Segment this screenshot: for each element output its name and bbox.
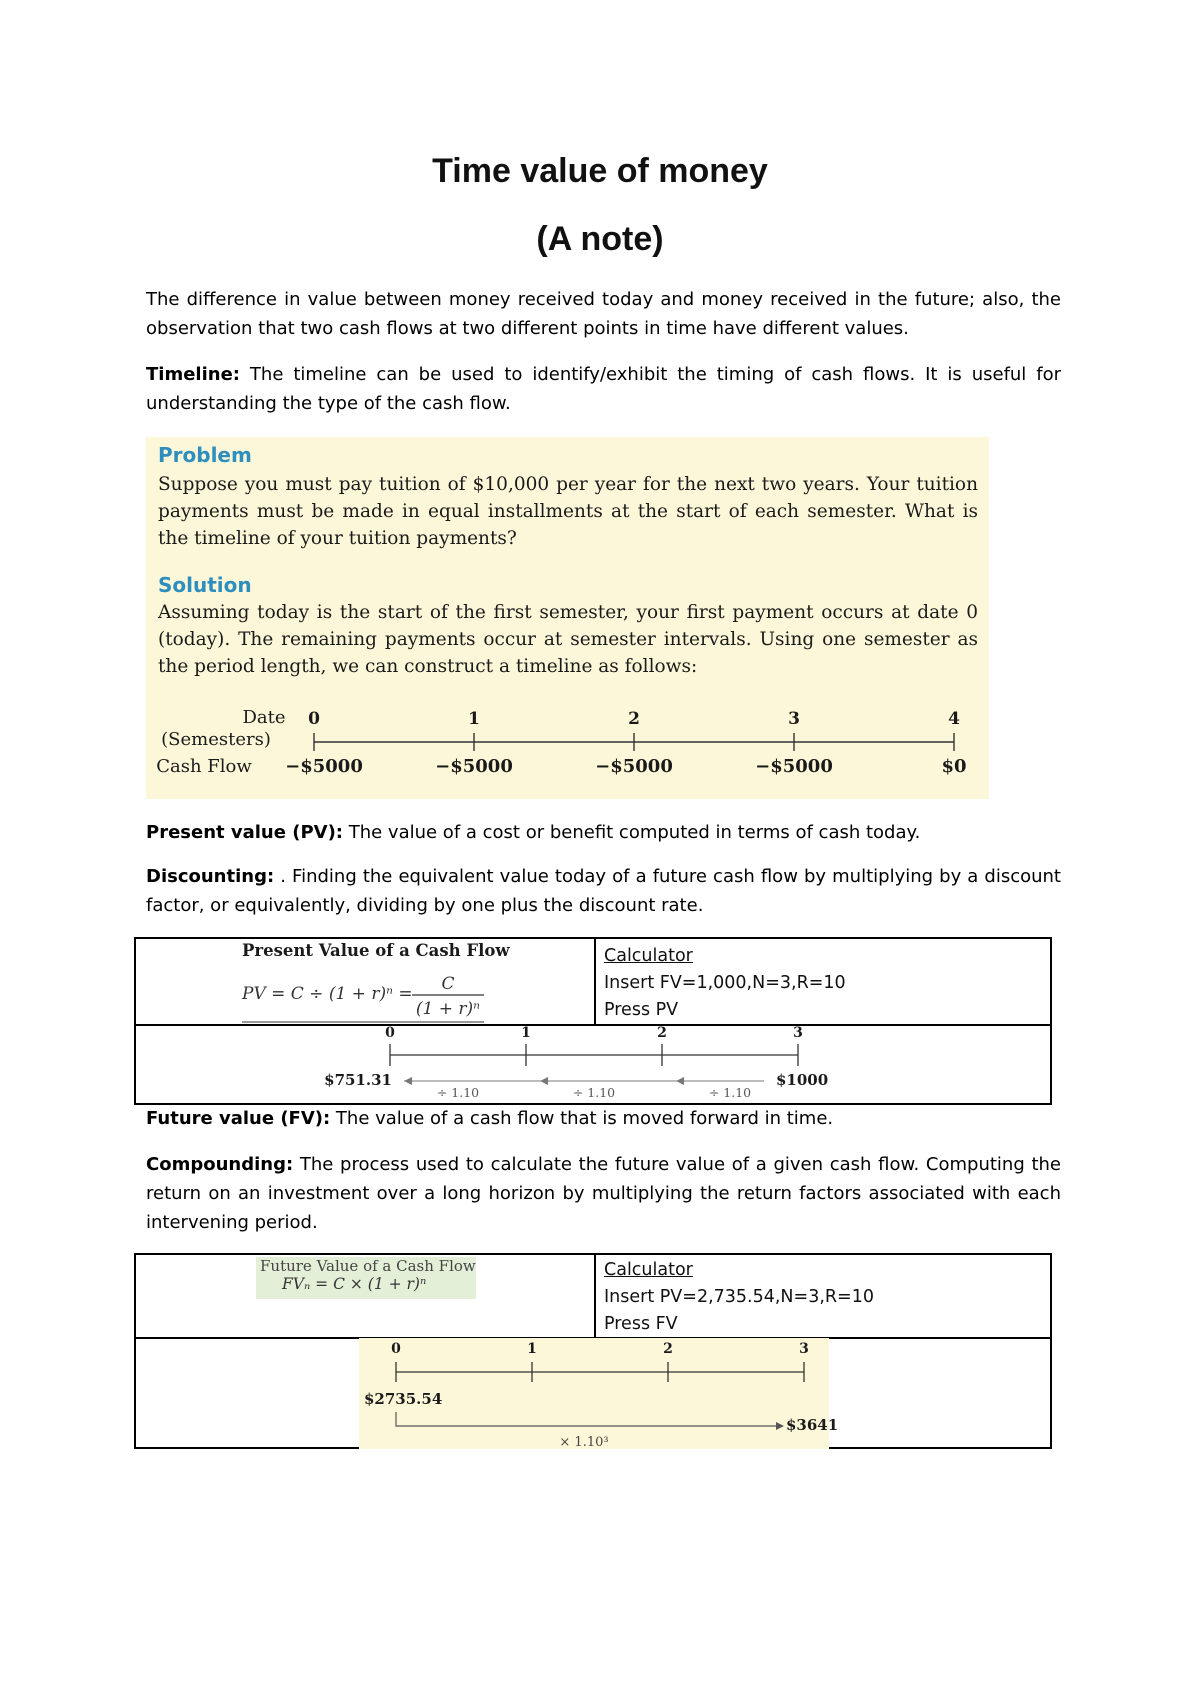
pv-formula-lhs: PV = C ÷ (1 + r)ⁿ =: [242, 984, 413, 1004]
fv-calculator: [604, 1257, 874, 1338]
fv-calc-line1: Insert PV=2,735.54,N=3,R=10: [604, 1287, 874, 1307]
pv-step-label: ÷ 1.10: [436, 1085, 480, 1100]
discounting-text: . Finding the equivalent value today of a future cash flow by multiplying by a discount factor, or equivalently, dividing by one plus the discount rate.: [146, 866, 1061, 916]
pv-date: 0: [385, 1025, 395, 1041]
fv-factor-label: × 1.10³: [559, 1435, 609, 1449]
fv-timeline: [136, 1338, 1050, 1449]
fv-date: 3: [799, 1341, 809, 1357]
fv-calc-heading: Calculator: [604, 1260, 693, 1280]
fv-end-value: $3641: [786, 1416, 839, 1434]
page-title: Time value of money: [432, 152, 768, 190]
pv-term: Present value (PV):: [146, 822, 343, 843]
pv-calculator: [604, 943, 846, 1024]
fv-date: 0: [391, 1341, 401, 1357]
problem-text: Suppose you must pay tuition of $10,000 per year for the next two years. Your tuition payments must be made in equal installments at the start of each semester. What is the timeline of your tuition payments?: [158, 474, 978, 549]
pv-arrowhead: [676, 1077, 684, 1085]
timeline-date: 1: [468, 709, 480, 729]
fv-formula-title: Future Value of a Cash Flow: [260, 1257, 476, 1275]
pv-step-label: ÷ 1.10: [572, 1085, 616, 1100]
pv-formula-numerator: C: [441, 974, 455, 994]
pv-calc-line2: Press PV: [604, 1000, 679, 1020]
fv-calc-line2: Press FV: [604, 1314, 678, 1334]
pv-timeline: [136, 1025, 1050, 1105]
timeline-date: 4: [948, 709, 960, 729]
discounting-term: Discounting:: [146, 866, 275, 887]
timeline-term: Timeline:: [146, 364, 240, 385]
timeline-period-label: (Semesters): [161, 729, 271, 750]
pv-text: The value of a cost or benefit computed in terms of cash today.: [343, 822, 921, 843]
fv-formula-box: [256, 1257, 476, 1299]
pv-calc-heading: Calculator: [604, 946, 693, 966]
fv-date: 2: [663, 1341, 673, 1357]
pv-end-value: $1000: [776, 1071, 829, 1089]
fv-compound-arrow: [396, 1412, 776, 1426]
fv-start-value: $2735.54: [364, 1390, 443, 1408]
pv-step-label: ÷ 1.10: [708, 1085, 752, 1100]
timeline-date-label: Date: [242, 707, 286, 728]
timeline-date: 2: [628, 709, 640, 729]
fv-formula: FVₙ = C × (1 + r)ⁿ: [282, 1275, 427, 1293]
fv-text: The value of a cash flow that is moved forward in time.: [330, 1108, 834, 1129]
fv-arrowhead: [776, 1422, 784, 1430]
pv-start-value: $751.31: [324, 1071, 392, 1089]
timeline-cash-flow: −$5000: [595, 756, 673, 777]
timeline-cash-flow: −$5000: [435, 756, 513, 777]
timeline-cash-flow: −$5000: [285, 756, 363, 777]
timeline-date: 3: [788, 709, 800, 729]
compounding-term: Compounding:: [146, 1154, 294, 1175]
timeline-cashflow-label: Cash Flow: [156, 756, 252, 777]
fv-table: [134, 1253, 1052, 1449]
pv-date: 1: [521, 1025, 531, 1041]
solution-text: Assuming today is the start of the first semester, your first payment occurs at date 0 (today). The remaining payments occur at semester intervals. Using one semester as the period length, we can construct a timeline as follows:: [158, 602, 978, 677]
pv-table: [134, 937, 1052, 1105]
intro-paragraph: The difference in value between money received today and money received in the future; also, the observation that two cash flows at two different points in time have different values.: [146, 289, 1061, 339]
pv-date: 2: [657, 1025, 667, 1041]
tuition-timeline: [146, 437, 989, 799]
fv-definition: [146, 1104, 1061, 1133]
timeline-text: The timeline can be used to identify/exhibit the timing of cash flows. It is useful for understanding the type of the cash flow.: [146, 364, 1061, 414]
pv-arrowhead: [540, 1077, 548, 1085]
discounting-definition: [146, 862, 1061, 920]
fv-table-divider: [594, 1255, 596, 1337]
solution-heading: Solution: [158, 573, 252, 597]
fv-term: Future value (FV):: [146, 1108, 331, 1129]
pv-calc-line1: Insert FV=1,000,N=3,R=10: [604, 973, 846, 993]
pv-formula: [136, 939, 592, 1024]
compounding-text: The process used to calculate the future value of a given cash flow. Computing the return on an investment over a long horizon by multiplying the return factors associated with each intervening period.: [146, 1154, 1061, 1233]
timeline-definition: [146, 360, 1061, 418]
pv-formula-denominator: (1 + r)ⁿ: [415, 999, 481, 1019]
problem-heading: Problem: [158, 443, 252, 467]
fv-date: 1: [527, 1341, 537, 1357]
pv-date: 3: [793, 1025, 803, 1041]
example-box: [146, 437, 989, 799]
pv-arrowhead: [404, 1077, 412, 1085]
timeline-cash-flow: $0: [941, 756, 967, 777]
pv-definition: [146, 818, 1061, 847]
page-subtitle: (A note): [536, 220, 664, 258]
pv-table-divider: [594, 939, 596, 1024]
timeline-date: 0: [308, 709, 320, 729]
pv-formula-title: Present Value of a Cash Flow: [242, 941, 510, 960]
timeline-cash-flow: −$5000: [755, 756, 833, 777]
compounding-definition: [146, 1150, 1061, 1237]
